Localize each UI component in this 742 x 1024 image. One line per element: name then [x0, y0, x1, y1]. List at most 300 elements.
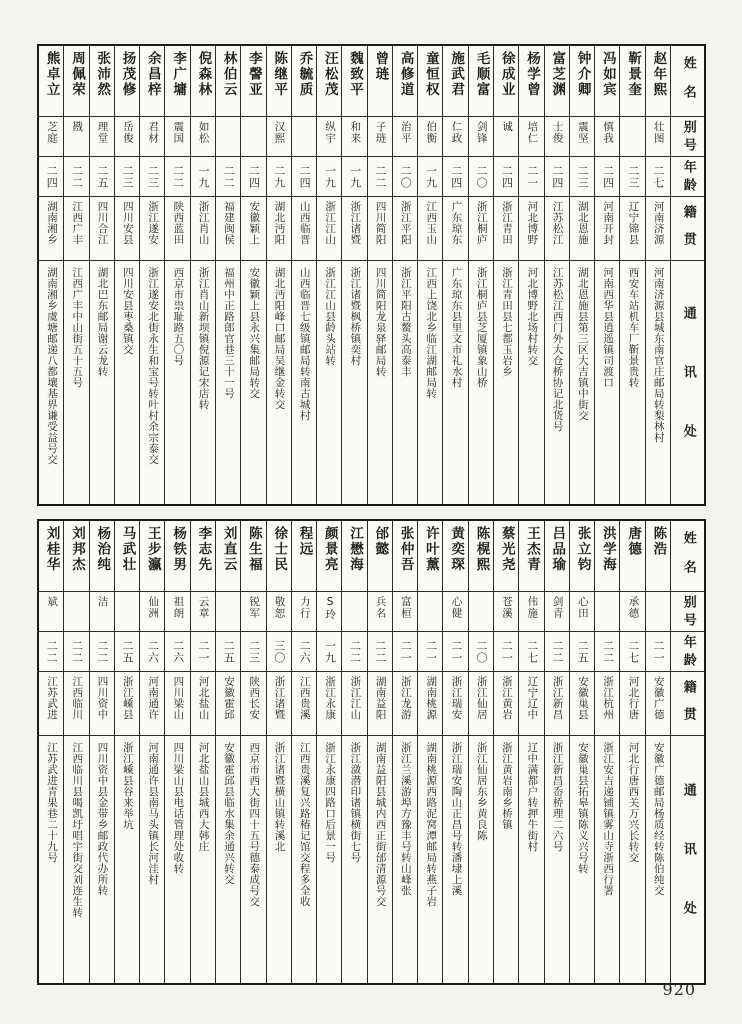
directory-entry-column [139, 46, 164, 504]
entry-address: 浙江桐庐县芝厦镇象山桥 [475, 267, 488, 388]
entry-alias: 岳俊 [115, 117, 139, 157]
entry-native-place: 浙江仙居 [469, 672, 493, 736]
header-age-label: 年龄 [671, 632, 704, 672]
entry-address: 江苏武进青果巷二十九号 [45, 742, 58, 863]
entry-address: 江苏松江西门外大仓桥协记北货号 [551, 267, 564, 432]
entry-address: 浙江诸暨枫桥镇奕村 [349, 267, 362, 366]
entry-native-place: 湖南桃源 [418, 672, 442, 736]
entry-alias: 仁政 [443, 117, 467, 157]
entry-name: 余昌梓 [140, 46, 164, 117]
entry-alias: 云章 [191, 592, 215, 632]
entry-age: 二四 [39, 157, 63, 197]
entry-age: 二二 [545, 632, 569, 672]
entry-address: 湖南湘乡虞塘邮递八都壤基界谦受益号交 [45, 267, 58, 465]
entry-age: 二〇 [469, 157, 493, 197]
entry-alias [595, 592, 619, 632]
entry-age: 二三 [140, 157, 164, 197]
header-alias-label: 别号 [671, 592, 704, 632]
entry-alias: 心健 [443, 592, 467, 632]
directory-entry-column [594, 521, 619, 983]
entry-name: 黄奕琛 [443, 521, 467, 592]
entry-name: 冯如宾 [595, 46, 619, 117]
entry-alias [115, 592, 139, 632]
entry-alias: 纵宇 [317, 117, 341, 157]
directory-entry-column [114, 46, 139, 504]
entry-alias: 和来 [342, 117, 366, 157]
entry-address: 西安车站机车厂靳景贵转 [627, 267, 640, 388]
entry-age: 二五 [90, 157, 114, 197]
entry-address: 江西贵溪复兴路椿记馆交程多全收 [298, 742, 311, 907]
directory-entry-column [619, 521, 644, 983]
directory-entry-column [39, 46, 63, 504]
entry-native-place: 浙江黄岩 [494, 672, 518, 736]
entry-address: 山西临晋七级镇邮局转南古城村 [298, 267, 311, 421]
entry-age: 二四 [545, 157, 569, 197]
entry-alias: 斌 [39, 592, 63, 632]
directory-entry-column [392, 46, 417, 504]
entry-age: 二五 [570, 632, 594, 672]
entry-native-place: 四川合江 [90, 197, 114, 261]
entry-alias: 仙洲 [140, 592, 164, 632]
entry-name: 陈浩 [646, 521, 670, 592]
entry-alias [646, 592, 670, 632]
entry-alias: 如松 [191, 117, 215, 157]
entry-alias: 洁 [90, 592, 114, 632]
entry-age: 二二 [342, 632, 366, 672]
entry-name: 李广墉 [165, 46, 189, 117]
directory-entry-column [139, 521, 164, 983]
directory-entry-column [417, 521, 442, 983]
entry-age: 二六 [165, 632, 189, 672]
entry-native-place: 辽宁锦县 [620, 197, 644, 261]
directory-entry-column [493, 521, 518, 983]
entry-address: 西京市祟耻路五〇号 [172, 267, 185, 366]
directory-entry-column [114, 521, 139, 983]
table-header-column [670, 521, 704, 983]
entry-native-place: 江西玉山 [418, 197, 442, 261]
entry-name: 杨治纯 [90, 521, 114, 592]
entry-native-place: 河南通许 [140, 672, 164, 736]
entry-address: 广东琼东县里文市礼水村 [450, 267, 463, 388]
entry-native-place: 福建闽侯 [216, 197, 240, 261]
entry-alias: 心田 [570, 592, 594, 632]
directory-entry-column [164, 521, 189, 983]
entry-age: 二二 [64, 157, 88, 197]
entry-native-place: 陕西蓝田 [165, 197, 189, 261]
entry-address: 江西广丰中山街五十五号 [71, 267, 84, 388]
entry-name: 林伯云 [216, 46, 240, 117]
directory-entry-column [367, 46, 392, 504]
directory-entry-column [619, 46, 644, 504]
entry-alias: 剑锋 [469, 117, 493, 157]
directory-entry-column [367, 521, 392, 983]
entry-native-place: 浙江桐庐 [469, 197, 493, 261]
entry-native-place: 四川安县 [115, 197, 139, 261]
entry-address: 浙江潋潜印诸镇横街七号 [349, 742, 362, 863]
directory-entry-column [417, 46, 442, 504]
entry-native-place: 江苏武进 [39, 672, 63, 736]
entry-alias: 芝庭 [39, 117, 63, 157]
entry-name: 刘邦杰 [64, 521, 88, 592]
entry-age: 二三 [570, 157, 594, 197]
entry-address: 浙江遂安北街永生和宝号转叶村余宗泰交 [147, 267, 160, 465]
entry-alias: 戡 [64, 117, 88, 157]
directory-entry-column [442, 46, 467, 504]
entry-address: 四川安县枣桑镇交 [121, 267, 134, 355]
entry-native-place: 浙江龙游 [393, 672, 417, 736]
entry-alias: 敬恕 [267, 592, 291, 632]
entry-alias: 壮图 [646, 117, 670, 157]
page-number: 920 [662, 980, 696, 999]
entry-name: 李志先 [191, 521, 215, 592]
directory-entry-column [316, 521, 341, 983]
entry-address: 浙江永康四路口后景一号 [324, 742, 337, 863]
directory-entry-column [544, 521, 569, 983]
entry-alias [216, 592, 240, 632]
entry-native-place: 湖北沔阳 [267, 197, 291, 261]
entry-name: 汪松茂 [317, 46, 341, 117]
directory-entry-column [569, 521, 594, 983]
entry-native-place: 安徽霍邱 [216, 672, 240, 736]
entry-name: 张沛然 [90, 46, 114, 117]
entry-name: 富芝渊 [545, 46, 569, 117]
entry-name: 唐德 [620, 521, 644, 592]
entry-alias [418, 592, 442, 632]
entry-alias: 君材 [140, 117, 164, 157]
entry-address: 湖北沔阳峰口邮局吴继金转交 [273, 267, 286, 410]
entry-name: 洪学海 [595, 521, 619, 592]
entry-address: 四川资中县金带乡邮政代办所转 [96, 742, 109, 896]
header-alias-label: 别号 [671, 117, 704, 157]
entry-name: 倪森林 [191, 46, 215, 117]
entry-native-place: 浙江诸暨 [342, 197, 366, 261]
entry-native-place: 河北盐山 [191, 672, 215, 736]
entry-name: 童恒权 [418, 46, 442, 117]
entry-native-place: 湖南湘乡 [39, 197, 63, 261]
entry-native-place: 四川简阳 [368, 197, 392, 261]
entry-address: 江西上饶北乡临江湖邮局转 [425, 267, 438, 399]
entry-age: 二二 [368, 157, 392, 197]
directory-entry-column [240, 521, 265, 983]
entry-age: 二二 [165, 157, 189, 197]
entry-address: 安徽广德邮局杨质经转陈伯纯交 [652, 742, 665, 896]
entry-name: 刘桂华 [39, 521, 63, 592]
directory-entry-column [392, 521, 417, 983]
entry-age: 一九 [317, 157, 341, 197]
entry-name: 扬茂修 [115, 46, 139, 117]
entry-name: 杨铁男 [165, 521, 189, 592]
directory-entry-column [341, 521, 366, 983]
entry-alias: 汉熙 [267, 117, 291, 157]
entry-address: 浙江兰溪游埠方豫丰号转山峰张 [399, 742, 412, 896]
entry-age: 二七 [646, 157, 670, 197]
directory-entry-column [39, 521, 63, 983]
entry-age: 一九 [191, 157, 215, 197]
directory-table-top [37, 44, 706, 506]
entry-native-place: 湖南益阳 [368, 672, 392, 736]
directory-entry-column [468, 46, 493, 504]
entry-age: 一九 [418, 157, 442, 197]
entry-age: 二六 [292, 632, 316, 672]
entry-alias: 培仁 [519, 117, 543, 157]
entry-address: 安徽霍邱县临水集余通兴转交 [222, 742, 235, 885]
entry-alias: 兵名 [368, 592, 392, 632]
entry-native-place: 江西临川 [64, 672, 88, 736]
entry-native-place: 四川梁山 [165, 672, 189, 736]
entry-name: 毛顺富 [469, 46, 493, 117]
entry-address: 浙江嵊县谷来举坑 [121, 742, 134, 830]
directory-entry-column [594, 46, 619, 504]
entry-address: 浙江肖山新坝镇倪源记宋店转 [197, 267, 210, 410]
directory-entry-column [89, 521, 114, 983]
entry-name: 钟介卿 [570, 46, 594, 117]
entry-native-place: 浙江遂安 [140, 197, 164, 261]
header-native-place-label: 籍贯 [671, 672, 704, 736]
entry-address: 浙江瑞安陶山正昌号转潘埭上溪 [450, 742, 463, 896]
directory-entry-column [544, 46, 569, 504]
directory-entry-column [493, 46, 518, 504]
entry-native-place: 湖北恩施 [570, 197, 594, 261]
entry-age: 二二 [368, 632, 392, 672]
entry-name: 杨学曾 [519, 46, 543, 117]
directory-entry-column [468, 521, 493, 983]
entry-native-place: 浙江江山 [342, 672, 366, 736]
directory-entry-column [63, 46, 88, 504]
entry-native-place: 河北博野 [519, 197, 543, 261]
entry-name: 陈继平 [267, 46, 291, 117]
entry-age: 二四 [241, 157, 265, 197]
entry-address: 浙江黄岩南乡桥镇 [501, 742, 514, 830]
entry-native-place: 浙江平阳 [393, 197, 417, 261]
entry-address: 浙江江山县龄头站转 [324, 267, 337, 366]
directory-entry-column [442, 521, 467, 983]
entry-address: 浙江安吉递铺镇雾山寺浙西行署 [602, 742, 615, 896]
entry-name: 颜景亮 [317, 521, 341, 592]
entry-age: 一九 [317, 632, 341, 672]
entry-age: 二二 [64, 632, 88, 672]
entry-alias: 锐军 [241, 592, 265, 632]
entry-native-place: 浙江新昌 [545, 672, 569, 736]
entry-name: 熊卓立 [39, 46, 63, 117]
entry-name: 周佩荣 [64, 46, 88, 117]
entry-native-place: 广东琼东 [443, 197, 467, 261]
entry-address: 河南济源县城东南官庄邮局转梨林村 [652, 267, 665, 443]
entry-alias: 剑青 [545, 592, 569, 632]
entry-alias [469, 592, 493, 632]
entry-age: 二五 [216, 632, 240, 672]
header-native-place-label: 籍贯 [671, 197, 704, 261]
directory-entry-column [316, 46, 341, 504]
directory-entry-column [266, 46, 291, 504]
entry-name: 吕品瑜 [545, 521, 569, 592]
entry-age: 二四 [494, 157, 518, 197]
entry-address: 安徽巢县拓皋镇陈义兴号转 [576, 742, 589, 874]
entry-address: 西京市西大街四十五号德泰成号交 [248, 742, 261, 907]
entry-age: 二七 [519, 632, 543, 672]
entry-address: 江西临川县喝凯圩唱宇街交刘连生转 [71, 742, 84, 918]
entry-age: 二三 [241, 632, 265, 672]
directory-entry-column [291, 46, 316, 504]
entry-age: 二二 [216, 157, 240, 197]
entry-age: 二二 [595, 632, 619, 672]
entry-age: 二六 [140, 632, 164, 672]
entry-alias: 苍溪 [494, 592, 518, 632]
entry-alias: 理堂 [90, 117, 114, 157]
entry-alias: 士俊 [545, 117, 569, 157]
entry-alias: 承德 [620, 592, 644, 632]
entry-age: 二五 [115, 632, 139, 672]
directory-entry-column [291, 521, 316, 983]
entry-address: 安徽颖上县永兴集邮局转交 [248, 267, 261, 399]
entry-age: 一九 [342, 157, 366, 197]
entry-alias: 力行 [292, 592, 316, 632]
entry-native-place: 浙江青田 [494, 197, 518, 261]
entry-address: 湖北巴东邮局谢云龙转 [96, 267, 109, 377]
entry-native-place: 四川资中 [90, 672, 114, 736]
entry-alias: S玲 [317, 592, 341, 632]
header-age-label: 年龄 [671, 157, 704, 197]
entry-native-place: 江苏松江 [545, 197, 569, 261]
entry-native-place: 陕西长安 [241, 672, 265, 736]
entry-address: 浙江新昌岙桥理二六号 [551, 742, 564, 852]
entry-name: 魏致平 [342, 46, 366, 117]
entry-name: 王杰青 [519, 521, 543, 592]
directory-entry-column [645, 46, 670, 504]
entry-address: 浙江青田县七都玉岩乡 [501, 267, 514, 377]
entry-alias: 慎我 [595, 117, 619, 157]
directory-table-bottom [37, 519, 706, 985]
entry-native-place: 浙江嵊县 [115, 672, 139, 736]
entry-age: 二一 [519, 157, 543, 197]
entry-age: 二一 [393, 632, 417, 672]
entry-address: 河北盐山县城西大韩庄 [197, 742, 210, 852]
entry-address: 河北行唐西关万兴长转交 [627, 742, 640, 863]
directory-entry-column [240, 46, 265, 504]
entry-native-place: 山西临晋 [292, 197, 316, 261]
entry-age: 二一 [646, 632, 670, 672]
entry-native-place: 浙江诸暨 [267, 672, 291, 736]
entry-age: 二〇 [469, 632, 493, 672]
entry-address: 福州中正路郎官巷三十一号 [222, 267, 235, 399]
entry-address: 湖南益阳县城内西正街邰清源号交 [374, 742, 387, 907]
entry-name: 蔡光尧 [494, 521, 518, 592]
entry-native-place: 河北行唐 [620, 672, 644, 736]
entry-alias: 祖朗 [165, 592, 189, 632]
entry-address: 浙江仙居东乡黄良陈 [475, 742, 488, 841]
entry-address: 浙江平阳古鳌头高泰丰 [399, 267, 412, 377]
entry-native-place: 浙江江山 [317, 197, 341, 261]
entry-name: 王步瀛 [140, 521, 164, 592]
entry-native-place: 安徽巢县 [570, 672, 594, 736]
entry-address: 河南西华县逍遥镇司渡口 [602, 267, 615, 388]
entry-age: 二二 [39, 632, 63, 672]
entry-name: 张仲吾 [393, 521, 417, 592]
entry-native-place: 江西贵溪 [292, 672, 316, 736]
entry-age: 二一 [191, 632, 215, 672]
entry-name: 程远 [292, 521, 316, 592]
entry-alias [292, 117, 316, 157]
table-header-column [670, 46, 704, 504]
entry-address: 河南通许县南马头镇长河洼村 [147, 742, 160, 885]
entry-alias: 富桓 [393, 592, 417, 632]
entry-name: 徐士民 [267, 521, 291, 592]
entry-alias: 治平 [393, 117, 417, 157]
directory-entry-column [569, 46, 594, 504]
entry-native-place: 河南济源 [646, 197, 670, 261]
entry-age: 三〇 [267, 632, 291, 672]
entry-age: 二一 [443, 632, 467, 672]
entry-name: 刘直云 [216, 521, 240, 592]
entry-age: 二七 [620, 632, 644, 672]
entry-address: 湖南桃源西路泥窝潭邮局转燕子岩 [425, 742, 438, 907]
directory-entry-column [89, 46, 114, 504]
entry-alias [216, 117, 240, 157]
directory-entry-column [341, 46, 366, 504]
entry-age: 二九 [267, 157, 291, 197]
entry-address: 浙江诸暨横山镇转溪北 [273, 742, 286, 852]
entry-native-place: 浙江肖山 [191, 197, 215, 261]
entry-native-place: 河南开封 [595, 197, 619, 261]
directory-entry-column [190, 46, 215, 504]
entry-address: 湖北恩施县第三区大吉镇中街交 [576, 267, 589, 421]
header-name-label: 姓名 [671, 521, 704, 592]
header-address-label: 通讯处 [680, 305, 696, 483]
entry-native-place: 安徽颖上 [241, 197, 265, 261]
entry-native-place: 浙江杭州 [595, 672, 619, 736]
entry-native-place: 辽宁辽中 [519, 672, 543, 736]
entry-name: 邰懿 [368, 521, 392, 592]
entry-name: 施武君 [443, 46, 467, 117]
entry-name: 张立钧 [570, 521, 594, 592]
entry-age: 二二 [90, 632, 114, 672]
entry-alias: 伯衡 [418, 117, 442, 157]
entry-name: 陈榥熙 [469, 521, 493, 592]
entry-native-place: 浙江瑞安 [443, 672, 467, 736]
entry-name: 曾琏 [368, 46, 392, 117]
entry-alias [64, 592, 88, 632]
entry-address: 四川简阳龙泉驿邮局转 [374, 267, 387, 377]
entry-alias [342, 592, 366, 632]
entry-age: 二〇 [393, 157, 417, 197]
header-address-label: 通讯处 [680, 782, 696, 960]
entry-name: 高修道 [393, 46, 417, 117]
entry-name: 赵年熙 [646, 46, 670, 117]
directory-entry-column [518, 521, 543, 983]
entry-alias: 震国 [165, 117, 189, 157]
directory-entry-column [164, 46, 189, 504]
entry-name: 徐成业 [494, 46, 518, 117]
directory-entry-column [215, 46, 240, 504]
header-name-label: 姓名 [671, 46, 704, 117]
directory-entry-column [518, 46, 543, 504]
entry-name: 江懋海 [342, 521, 366, 592]
entry-name: 李謦亚 [241, 46, 265, 117]
entry-name: 马武壮 [115, 521, 139, 592]
entry-alias [241, 117, 265, 157]
entry-age: 二四 [443, 157, 467, 197]
entry-address: 四川梁山县电话管理处收转 [172, 742, 185, 874]
entry-alias [620, 117, 644, 157]
entry-name: 靳景奎 [620, 46, 644, 117]
directory-entry-column [63, 521, 88, 983]
entry-name: 陈生福 [241, 521, 265, 592]
entry-name: 乔毓质 [292, 46, 316, 117]
directory-entry-column [215, 521, 240, 983]
entry-age: 二三 [115, 157, 139, 197]
directory-entry-column [645, 521, 670, 983]
entry-address: 辽中满都户转押牛街村 [526, 742, 539, 852]
entry-native-place: 安徽广德 [646, 672, 670, 736]
